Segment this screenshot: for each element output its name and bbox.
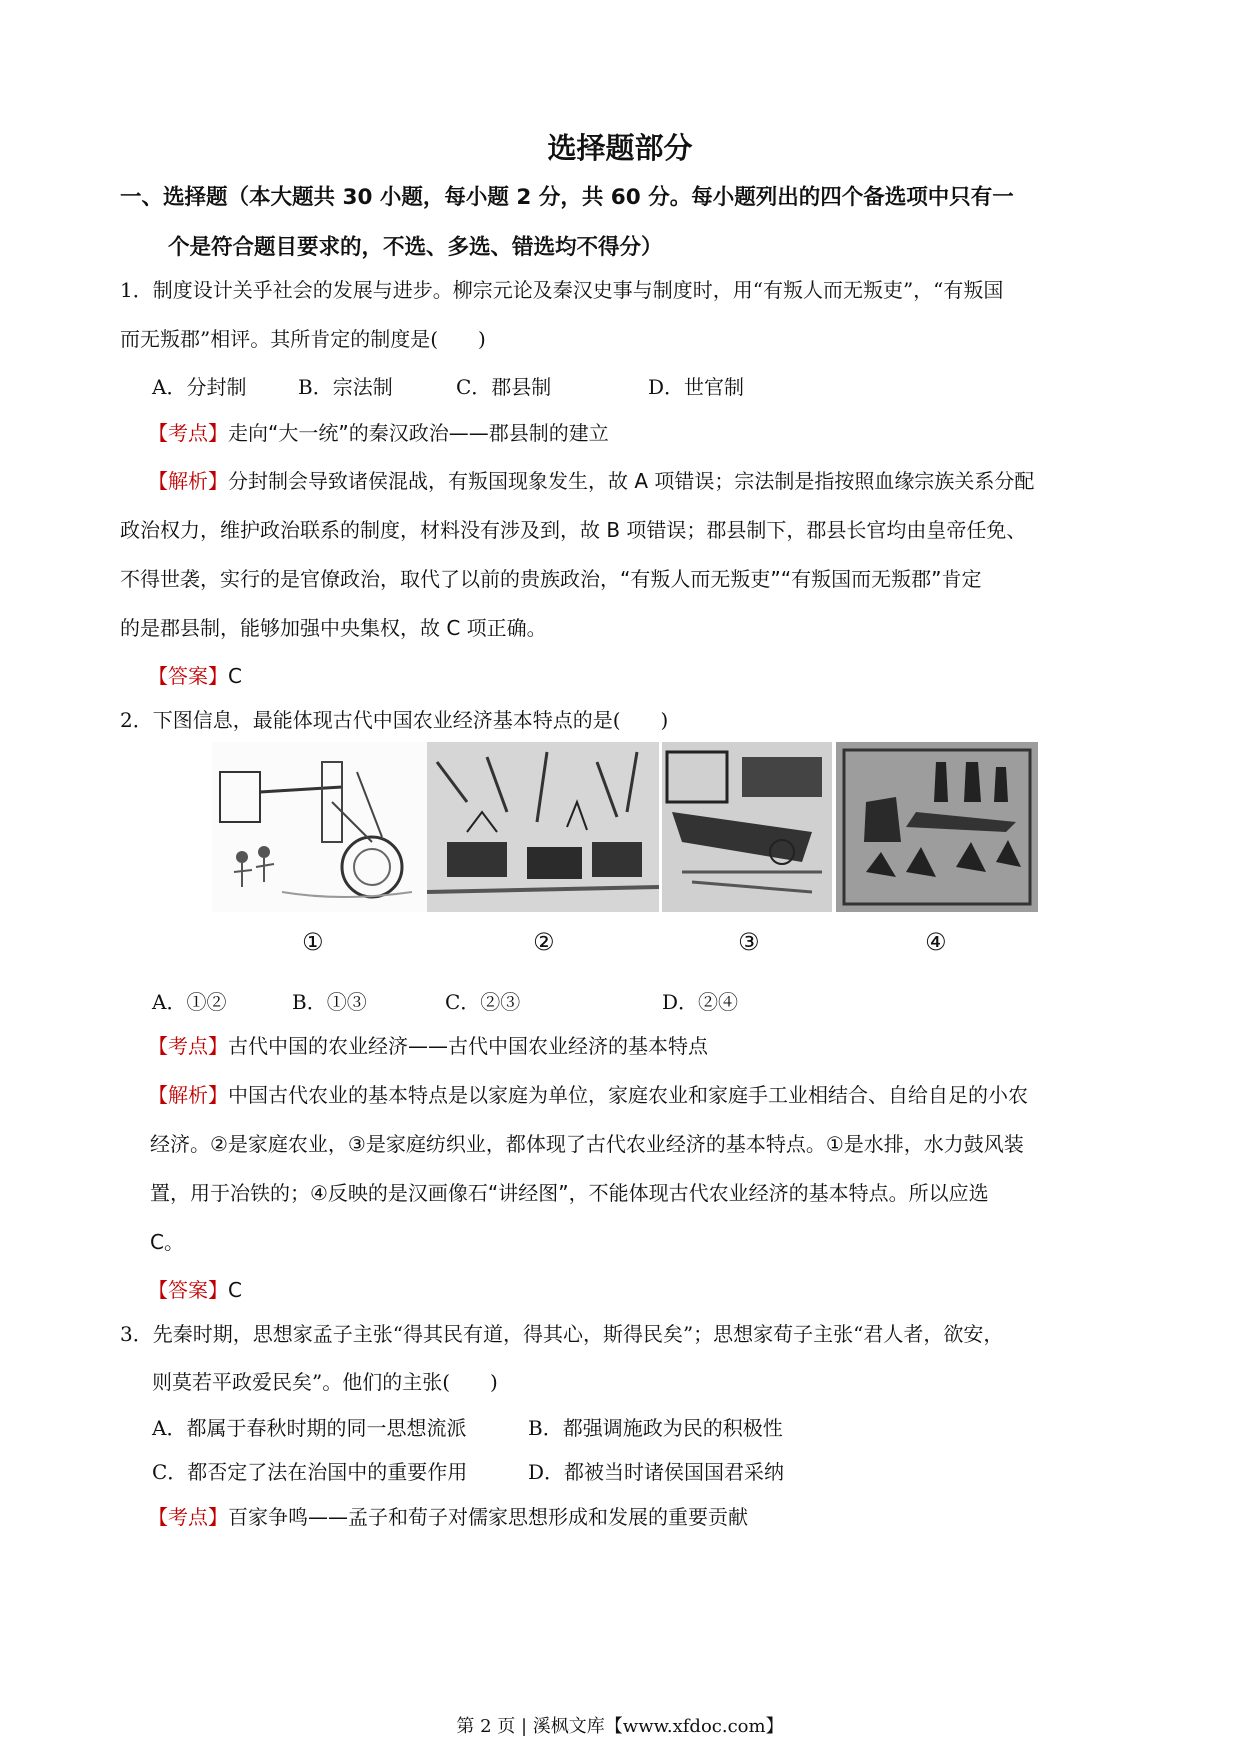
q1-jiexi-line1 (148, 465, 1034, 494)
jiexi-tag: 【解析】 (148, 469, 228, 493)
q3-option-a: A．都属于春秋时期的同一思想流派 (152, 1416, 467, 1440)
q3-option-c: C．都否定了法在治国中的重要作用 (152, 1460, 468, 1484)
q2-jiexi-line4: C。 (150, 1230, 184, 1254)
q3-option-d: D．都被当时诸侯国国君采纳 (528, 1460, 785, 1484)
kaodian-tag: 【考点】 (148, 421, 228, 445)
q3-stem-line1: 3．先秦时期，思想家孟子主张“得其民有道，得其心，斯得民矣”；思想家荀子主张“君人者，欲安， (120, 1322, 1004, 1346)
q2-option-a: A．①② (152, 990, 227, 1014)
kaodian-tag: 【考点】 (148, 1505, 228, 1529)
ploughing-mural-illustration (427, 742, 659, 912)
q2-option-b: B．①③ (292, 990, 367, 1014)
q2-option-d: D．②④ (662, 990, 739, 1014)
lecture-stone-relief-illustration (836, 742, 1038, 912)
q3-option-b: B．都强调施政为民的积极性 (528, 1416, 783, 1440)
page-footer: 第 2 页 | 溪枫文库【www.xfdoc.com】 (456, 1716, 784, 1737)
daan-text: C (228, 1278, 242, 1302)
daan-tag: 【答案】 (148, 664, 228, 688)
q2-daan (148, 1274, 242, 1303)
q2-jiexi-line2: 经济。②是家庭农业，③是家庭纺织业，都体现了古代农业经济的基本特点。①是水排，水力鼓风装 (150, 1132, 1024, 1156)
q2-image-label-2: ② (533, 928, 555, 956)
q2-image-3 (662, 742, 832, 912)
section-title-line2: 个是符合题目要求的，不选、多选、错选均不得分） (168, 235, 663, 260)
q2-kaodian (148, 1030, 708, 1059)
section-title-line1: 一、选择题（本大题共 30 小题，每小题 2 分，共 60 分。每小题列出的四个备选项中只有一 (120, 185, 1014, 210)
q2-jiexi-line1 (148, 1079, 1028, 1108)
q1-kaodian (148, 417, 609, 446)
weaving-mural-illustration (662, 742, 832, 912)
daan-text: C (228, 664, 242, 688)
q3-kaodian (148, 1501, 748, 1530)
kaodian-tag: 【考点】 (148, 1034, 228, 1058)
jiexi-text: 分封制会导致诸侯混战，有叛国现象发生，故 A 项错误；宗法制是指按照血缘宗族关系分配 (228, 469, 1035, 493)
water-bellows-illustration (212, 742, 427, 912)
q1-stem-line1: 1．制度设计关乎社会的发展与进步。柳宗元论及秦汉史事与制度时，用“有叛人而无叛吏”，“有叛国 (120, 278, 1004, 302)
kaodian-text: 走向“大一统”的秦汉政治——郡县制的建立 (228, 421, 609, 445)
q1-option-a: A．分封制 (152, 375, 247, 399)
q1-stem-line2: 而无叛郡”相评。其所肯定的制度是( ) (120, 327, 486, 351)
q2-option-c: C．②③ (445, 990, 521, 1014)
q2-image-label-4: ④ (925, 928, 947, 956)
q2-image-label-1: ① (302, 928, 324, 956)
q1-jiexi-line4: 的是郡县制，能够加强中央集权，故 C 项正确。 (120, 616, 547, 640)
q2-jiexi-line3: 置，用于冶铁的；④反映的是汉画像石“讲经图”，不能体现古代农业经济的基本特点。所以应选 (150, 1181, 989, 1205)
q1-daan (148, 660, 242, 689)
q2-image-1 (212, 742, 427, 912)
q2-stem-line1: 2．下图信息，最能体现古代中国农业经济基本特点的是( ) (120, 708, 669, 732)
q1-option-b: B．宗法制 (298, 375, 393, 399)
q1-jiexi-line2: 政治权力，维护政治联系的制度，材料没有涉及到，故 B 项错误；郡县制下，郡县长官均由皇帝任免、 (120, 518, 1027, 542)
q1-jiexi-line3: 不得世袭，实行的是官僚政治，取代了以前的贵族政治，“有叛人而无叛吏”“有叛国而无叛郡”肯定 (120, 567, 982, 591)
kaodian-text: 百家争鸣——孟子和荀子对儒家思想形成和发展的重要贡献 (228, 1505, 748, 1529)
q1-option-c: C．郡县制 (456, 375, 552, 399)
kaodian-text: 古代中国的农业经济——古代中国农业经济的基本特点 (228, 1034, 708, 1058)
jiexi-text: 中国古代农业的基本特点是以家庭为单位，家庭农业和家庭手工业相结合、自给自足的小农 (228, 1083, 1028, 1107)
jiexi-tag: 【解析】 (148, 1083, 228, 1107)
q2-image-label-3: ③ (738, 928, 760, 956)
q2-image-2 (427, 742, 659, 912)
daan-tag: 【答案】 (148, 1278, 228, 1302)
q1-option-d: D．世官制 (648, 375, 745, 399)
q2-image-4 (836, 742, 1038, 912)
q3-stem-line2: 则莫若平政爱民矣”。他们的主张( ) (152, 1370, 498, 1394)
page-heading: 选择题部分 (547, 131, 693, 165)
